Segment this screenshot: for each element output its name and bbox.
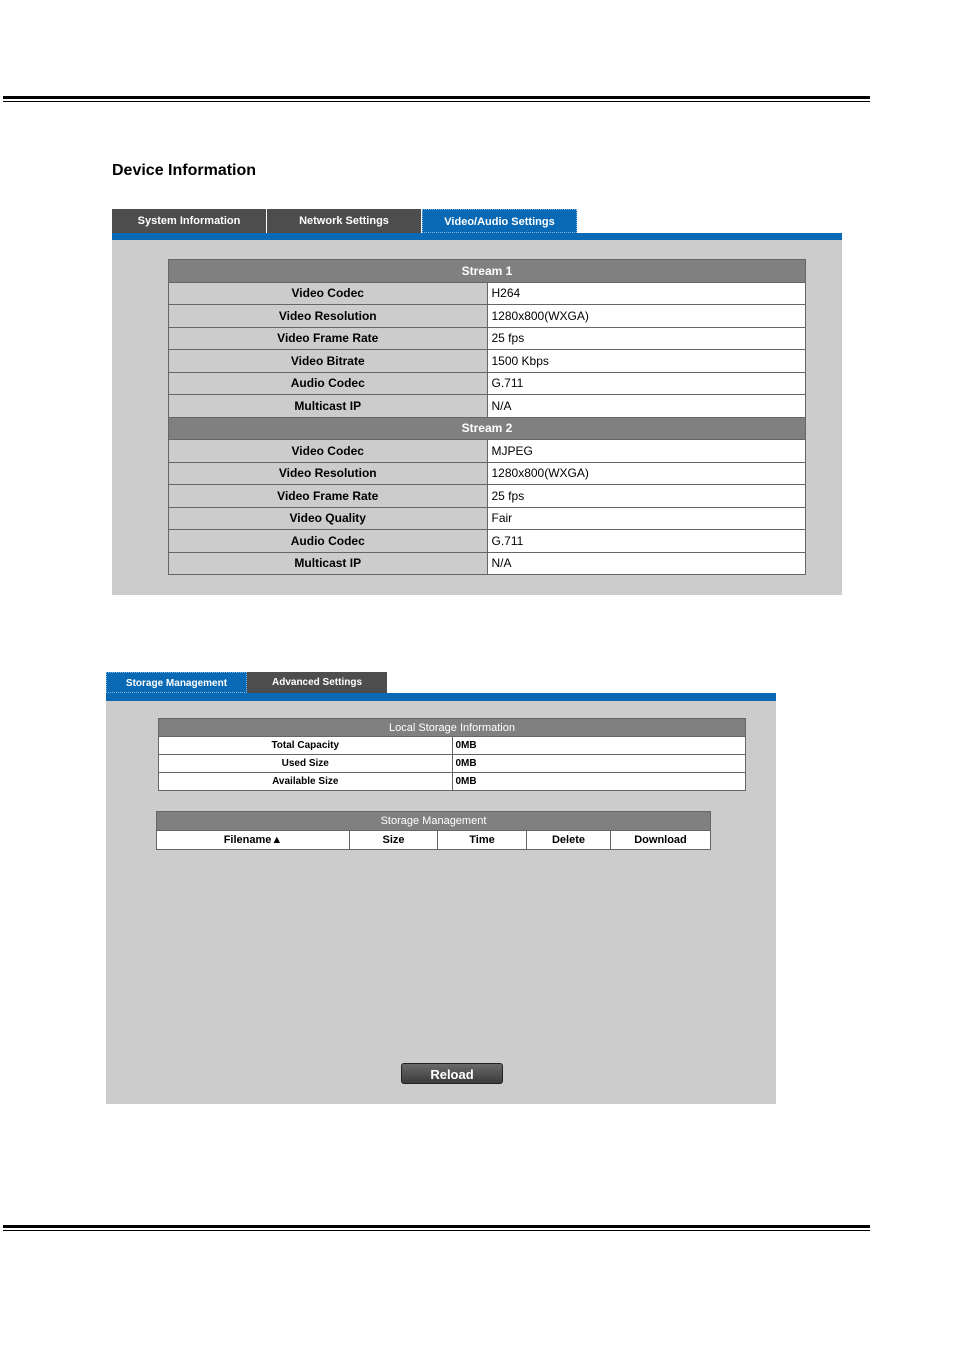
row-value: 1280x800(WXGA) [487,305,806,328]
row-label: Video Frame Rate [169,327,488,350]
row-value: N/A [487,395,806,418]
table-row [169,305,806,328]
row-value: 25 fps [487,327,806,350]
stream-table [168,259,806,575]
device-info-panel [112,209,842,595]
row-value: Fair [487,507,806,530]
row-value: 1500 Kbps [487,350,806,373]
row-label: Video Quality [169,507,488,530]
row-value: 0MB [452,755,746,773]
storage-management-header: Storage Management [157,812,711,831]
local-storage-header: Local Storage Information [159,719,746,737]
row-label: Audio Codec [169,372,488,395]
row-value: N/A [487,552,806,575]
tab-underline-bar [112,233,842,240]
column-filename[interactable]: Filename▲ [157,831,350,850]
row-label: Audio Codec [169,530,488,553]
row-value: H264 [487,282,806,305]
table-header-row [157,831,711,850]
table-row [159,737,746,755]
stream2-header: Stream 2 [169,417,806,440]
top-rule [3,96,870,102]
row-label: Available Size [159,773,453,791]
row-value: G.711 [487,372,806,395]
tab-network-settings[interactable]: Network Settings [267,209,422,233]
device-panel-body [112,240,842,595]
table-row [169,372,806,395]
row-label: Video Resolution [169,462,488,485]
device-tabs [112,209,577,233]
column-delete[interactable]: Delete [527,831,611,850]
table-row [169,327,806,350]
row-label: Video Frame Rate [169,485,488,508]
column-download[interactable]: Download [611,831,711,850]
stream1-header: Stream 1 [169,260,806,283]
page-title: Device Information [112,162,257,179]
table-row [169,462,806,485]
table-row [169,282,806,305]
table-row [169,485,806,508]
table-row [159,773,746,791]
tab-video-audio-settings[interactable]: Video/Audio Settings [422,209,577,233]
row-value: 25 fps [487,485,806,508]
storage-files-table [156,811,711,850]
table-row [169,507,806,530]
tab-underline-bar [106,693,776,701]
row-value: 1280x800(WXGA) [487,462,806,485]
storage-panel [106,672,776,1104]
row-value: 0MB [452,737,746,755]
row-label: Video Resolution [169,305,488,328]
tab-advanced-settings[interactable]: Advanced Settings [247,672,388,693]
storage-panel-body [106,701,776,1104]
row-label: Video Codec [169,282,488,305]
tab-system-information[interactable]: System Information [112,209,267,233]
table-row [169,440,806,463]
storage-tabs [106,672,388,693]
row-value: MJPEG [487,440,806,463]
reload-button[interactable]: Reload [401,1063,503,1084]
column-time[interactable]: Time [438,831,527,850]
tab-storage-management[interactable]: Storage Management [106,672,247,693]
row-label: Video Codec [169,440,488,463]
column-size[interactable]: Size [350,831,438,850]
row-value: G.711 [487,530,806,553]
local-storage-table [158,718,746,791]
table-row [169,552,806,575]
table-row [169,395,806,418]
table-row [169,350,806,373]
bottom-rule [3,1225,870,1231]
row-label: Multicast IP [169,395,488,418]
row-value: 0MB [452,773,746,791]
table-row [169,530,806,553]
row-label: Multicast IP [169,552,488,575]
row-label: Used Size [159,755,453,773]
row-label: Video Bitrate [169,350,488,373]
row-label: Total Capacity [159,737,453,755]
table-row [159,755,746,773]
